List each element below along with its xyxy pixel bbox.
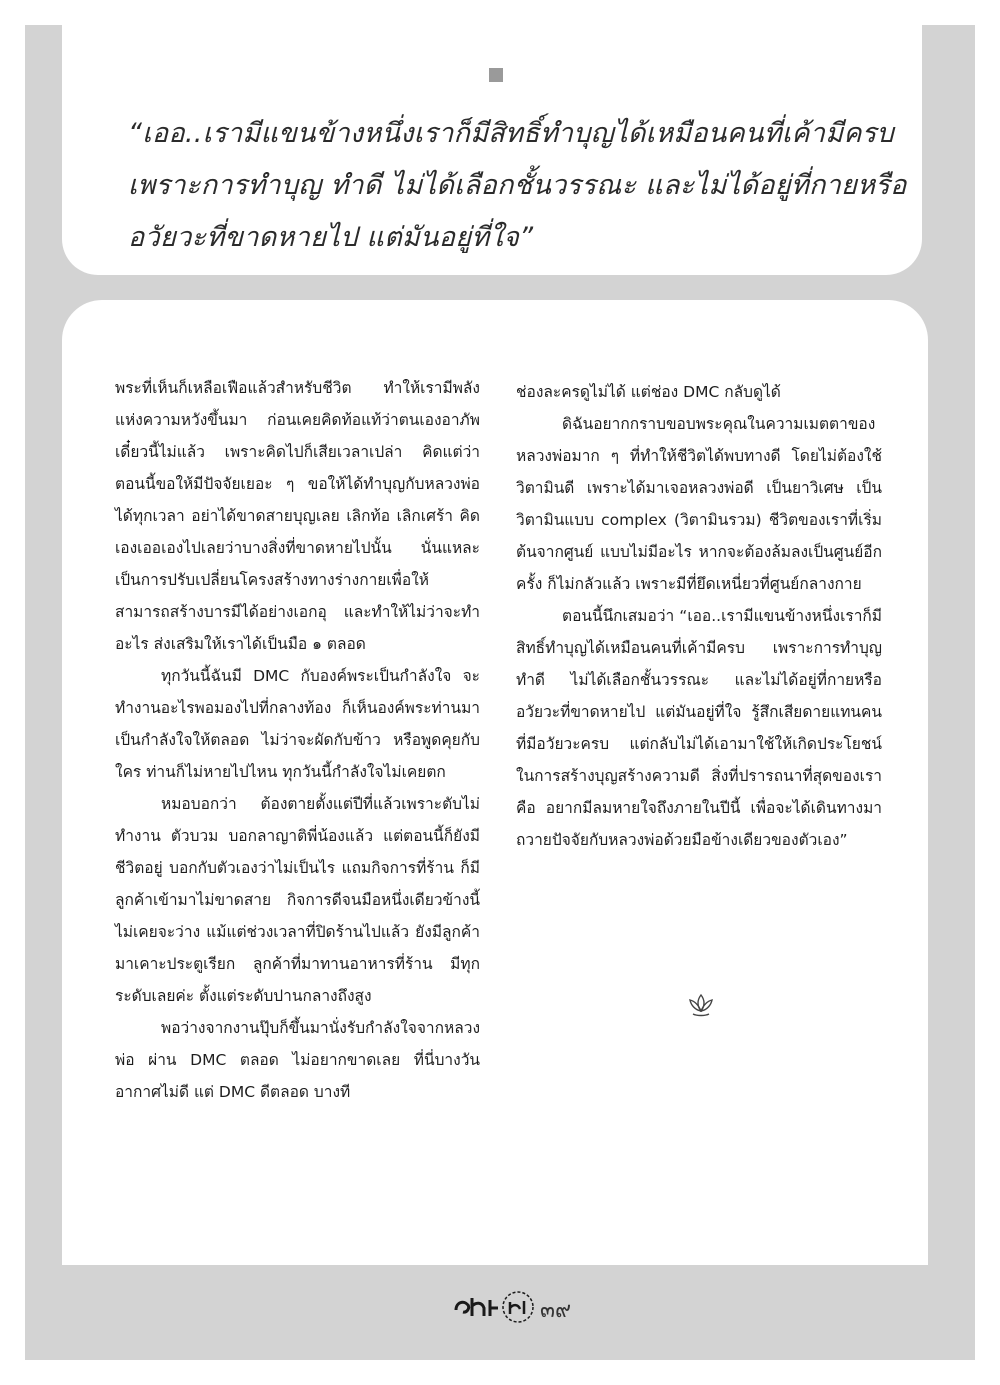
paragraph: หมอบอกว่า ต้องตายตั้งแต่ปีที่แล้วเพราะตับไม่ทำงาน ตัวบวม บอกลาญาติพี่น้องแล้ว แต่ตอนนี้ก็ยังมีชีวิตอยู่ บอกกับตัวเองว่าไม่เป็นไร แถมกิจการที่ร้าน ก็มีลูกค้าเข้ามาไม่ขาดสาย กิจการดีจนมือหนึ่งเดียวข้างนี้ไม่เคยจะว่าง แม้แต่ช่วงเวลาที่ปิดร้านไปแล้ว ยังมีลูกค้ามาเคาะประตูเรียก ลูกค้าที่มาทานอาหารที่ร้าน มีทุกระดับเลยค่ะ ตั้งแต่ระดับปานกลางถึงสูง (115, 795, 480, 1005)
pull-quote-line: “เออ..เรามีแขนข้างหนึ่งเราก็มีสิทธิ์ทำบุญได้เหมือนคนที่เค้ามีครบ (128, 118, 894, 149)
paragraph: พระที่เห็นก็เหลือเฟือแล้วสำหรับชีวิต ทำให้เรามีพลังแห่งความหวังขึ้นมา ก่อนเคยคิดท้อแท้ว่าตนเองอาภัพ เดี๋ยวนี้ไม่แล้ว เพราะคิดไปก็เสียเวลาเปล่า คิดแต่ว่าตอนนี้ขอให้มีปัจจัยเยอะ ๆ ขอให้ได้ทำบุญกับหลวงพ่อได้ทุกเวลา อย่าได้ขาดสายบุญเลย เลิกท้อ เลิกเศร้า คิดเองเออเองไปเลยว่าบางสิ่งที่ขาดหายไปนั้น นั่นแหละเป็นการปรับเปลี่ยนโครงสร้างทางร่างกายเพื่อให้สามารถสร้างบารมีได้อย่างเอกอุ และทำให้ไม่ว่าจะทำอะไร ส่งเสริมให้เราได้เป็นมือ ๑ ตลอด (115, 379, 480, 653)
lotus-icon (685, 992, 717, 1018)
pull-quote-line: เพราะการทำบุญ ทำดี ไม่ได้เลือกชั้นวรรณะ และไม่ได้อยู่ที่กายหรือ (128, 170, 907, 201)
paragraph: พอว่างจากงานปุ๊บก็ขึ้นมานั่งรับกำลังใจจากหลวงพ่อ ผ่าน DMC ตลอด ไม่อยากขาดเลย ที่นี่บางวันอากาศไม่ดี แต่ DMC ดีตลอด บางที (115, 1019, 481, 1101)
page-number: ๓๙ (540, 1298, 572, 1323)
square-bullet-icon (489, 68, 503, 82)
magazine-logo-icon (452, 1286, 538, 1326)
paragraph: ช่องละครดูไม่ได้ แต่ช่อง DMC กลับดูได้ (516, 383, 781, 401)
paragraph: ทุกวันนี้ฉันมี DMC กับองค์พระเป็นกำลังใจ จะทำงานอะไรพอมองไปที่กลางท้อง ก็เห็นองค์พระท่านมาเป็นกำลังใจให้ตลอด ไม่ว่าจะผัดกับข้าว หรือพูดคุยกับใคร ท่านก็ไม่หายไปไหน ทุกวันนี้กำลังใจไม่เคยตก (115, 667, 480, 781)
paragraph: ตอนนี้นึกเสมอว่า “เออ..เรามีแขนข้างหนึ่งเราก็มีสิทธิ์ทำบุญได้เหมือนคนที่เค้ามีครบ เพราะการทำบุญ ทำดี ไม่ได้เลือกชั้นวรรณะ และไม่ได้อยู่ที่กายหรืออวัยวะที่ขาดหายไป แต่มันอยู่ที่ใจ รู้สึกเสียดายแทนคนที่มีอวัยวะครบ แต่กลับไม่ได้เอามาใช้ให้เกิดประโยชน์ในการสร้างบุญสร้างความดี สิ่งที่ปรารถนาที่สุดของเราคือ อยากมีลมหายใจถึงภายในปีนี้ เพื่อจะได้เดินทางมาถวายปัจจัยกับหลวงพ่อด้วยมือข้างเดียวของตัวเอง” (516, 607, 882, 849)
article-column-right (516, 376, 882, 856)
article-column-left (115, 372, 480, 1108)
pull-quote (128, 108, 918, 264)
pull-quote-line: อวัยวะที่ขาดหายไป แต่มันอยู่ที่ใจ” (128, 222, 534, 253)
paragraph: ดิฉันอยากกราบขอบพระคุณในความเมตตาของหลวงพ่อมาก ๆ ที่ทำให้ชีวิตได้พบทางดี โดยไม่ต้องใช้วิตามินดี เพราะได้มาเจอหลวงพ่อดี เป็นยาวิเศษ เป็นวิตามินแบบ complex (วิตามินรวม) ชีวิตของเราที่เริ่มต้นจากศูนย์ แบบไม่มีอะไร หากจะต้องล้มลงเป็นศูนย์อีกครั้ง ก็ไม่กลัวแล้ว เพราะมีที่ยึดเหนี่ยวที่ศูนย์กลางกาย (516, 415, 882, 593)
